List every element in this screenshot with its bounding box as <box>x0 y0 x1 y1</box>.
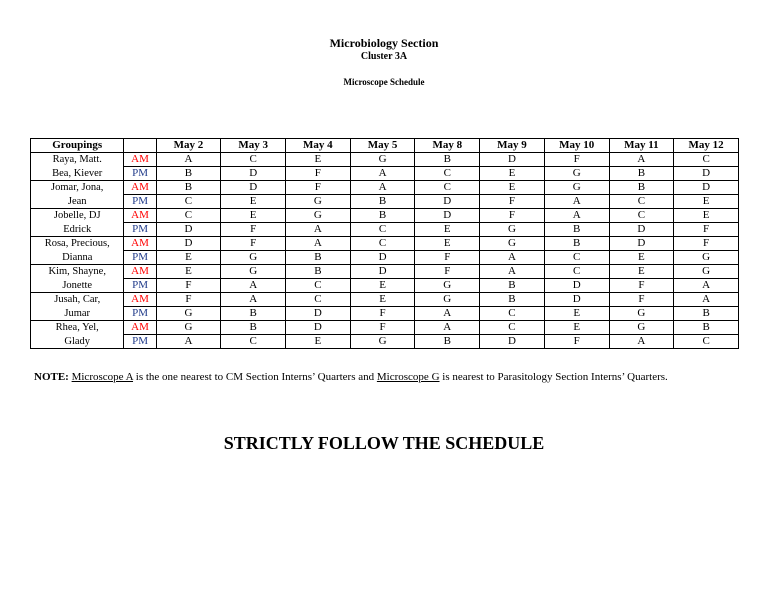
note <box>34 371 668 383</box>
session-cell: PM <box>124 279 156 293</box>
microscope-cell: B <box>156 167 221 181</box>
microscope-cell: G <box>350 335 415 349</box>
microscope-cell: E <box>221 195 286 209</box>
microscope-cell: D <box>415 195 480 209</box>
note-text-2: is nearest to Parasitology Section Interns’ Quarters. <box>439 371 668 383</box>
microscope-cell: D <box>286 307 351 321</box>
microscope-cell: C <box>609 209 674 223</box>
microscope-cell: A <box>156 153 221 167</box>
microscope-cell: C <box>480 321 545 335</box>
date-header: May 5 <box>350 139 415 153</box>
table-row <box>31 195 739 209</box>
microscope-cell: B <box>415 335 480 349</box>
group-name: Kim, Shayne, <box>31 265 124 279</box>
group-name: Jonette <box>31 279 124 293</box>
table-row <box>31 223 739 237</box>
microscope-cell: C <box>544 265 609 279</box>
microscope-cell: B <box>286 265 351 279</box>
microscope-cell: B <box>609 167 674 181</box>
table-row <box>31 293 739 307</box>
microscope-cell: A <box>544 195 609 209</box>
microscope-cell: G <box>609 321 674 335</box>
microscope-cell: D <box>609 237 674 251</box>
microscope-cell: D <box>609 223 674 237</box>
microscope-cell: E <box>350 293 415 307</box>
group-name: Jumar <box>31 307 124 321</box>
group-name: Bea, Kiever <box>31 167 124 181</box>
microscope-cell: F <box>286 181 351 195</box>
microscope-cell: D <box>544 279 609 293</box>
microscope-cell: F <box>674 237 739 251</box>
table-row <box>31 321 739 335</box>
table-row <box>31 251 739 265</box>
table-header-row <box>31 139 739 153</box>
microscope-cell: A <box>350 181 415 195</box>
session-cell: AM <box>124 153 156 167</box>
microscope-cell: E <box>415 237 480 251</box>
schedule-subtitle: Microscope Schedule <box>343 77 425 87</box>
microscope-cell: C <box>674 153 739 167</box>
microscope-cell: F <box>156 293 221 307</box>
microscope-cell: B <box>544 223 609 237</box>
table-row <box>31 307 739 321</box>
table-row <box>31 167 739 181</box>
microscope-cell: G <box>156 307 221 321</box>
date-header: May 4 <box>286 139 351 153</box>
microscope-cell: E <box>286 153 351 167</box>
group-name: Jomar, Jona, <box>31 181 124 195</box>
microscope-cell: C <box>221 153 286 167</box>
microscope-cell: E <box>480 167 545 181</box>
date-header: May 9 <box>480 139 545 153</box>
microscope-cell: D <box>480 335 545 349</box>
microscope-cell: G <box>415 279 480 293</box>
microscope-cell: F <box>156 279 221 293</box>
microscope-cell: C <box>350 237 415 251</box>
date-header: May 2 <box>156 139 221 153</box>
microscope-cell: E <box>674 195 739 209</box>
microscope-cell: A <box>544 209 609 223</box>
note-label: NOTE: <box>34 371 69 383</box>
microscope-cell: E <box>609 265 674 279</box>
microscope-cell: G <box>544 181 609 195</box>
session-header <box>124 139 156 153</box>
microscope-cell: E <box>350 279 415 293</box>
microscope-cell: D <box>415 209 480 223</box>
microscope-cell: G <box>286 195 351 209</box>
microscope-cell: F <box>221 223 286 237</box>
session-cell: AM <box>124 181 156 195</box>
date-header: May 10 <box>544 139 609 153</box>
microscope-cell: E <box>544 307 609 321</box>
microscope-cell: B <box>609 181 674 195</box>
date-header: May 8 <box>415 139 480 153</box>
microscope-cell: G <box>544 167 609 181</box>
date-header: May 12 <box>674 139 739 153</box>
microscope-cell: G <box>609 307 674 321</box>
microscope-cell: B <box>350 209 415 223</box>
microscope-cell: E <box>156 251 221 265</box>
microscope-cell: B <box>674 307 739 321</box>
table-row <box>31 237 739 251</box>
group-name: Rosa, Precious, <box>31 237 124 251</box>
microscope-cell: G <box>674 265 739 279</box>
microscope-cell: C <box>480 307 545 321</box>
microscope-cell: A <box>221 279 286 293</box>
microscope-cell: E <box>221 209 286 223</box>
table-row <box>31 279 739 293</box>
microscope-cell: B <box>480 293 545 307</box>
microscope-cell: G <box>350 153 415 167</box>
microscope-cell: C <box>286 293 351 307</box>
microscope-cell: D <box>674 181 739 195</box>
microscope-cell: G <box>415 293 480 307</box>
session-cell: AM <box>124 237 156 251</box>
microscope-schedule-table <box>30 138 739 349</box>
microscope-cell: A <box>480 251 545 265</box>
microscope-cell: D <box>350 251 415 265</box>
microscope-cell: D <box>544 293 609 307</box>
microscope-cell: G <box>221 265 286 279</box>
microscope-cell: C <box>415 167 480 181</box>
microscope-cell: A <box>415 321 480 335</box>
microscope-cell: B <box>415 153 480 167</box>
microscope-cell: B <box>674 321 739 335</box>
microscope-cell: B <box>221 321 286 335</box>
microscope-cell: F <box>480 195 545 209</box>
microscope-cell: G <box>286 209 351 223</box>
microscope-cell: A <box>221 293 286 307</box>
microscope-cell: E <box>480 181 545 195</box>
microscope-cell: F <box>350 307 415 321</box>
microscope-cell: C <box>156 209 221 223</box>
microscope-cell: C <box>674 335 739 349</box>
group-name: Dianna <box>31 251 124 265</box>
microscope-cell: G <box>674 251 739 265</box>
microscope-cell: A <box>415 307 480 321</box>
microscope-cell: A <box>350 167 415 181</box>
date-header: May 3 <box>221 139 286 153</box>
microscope-cell: F <box>286 167 351 181</box>
group-name: Edrick <box>31 223 124 237</box>
microscope-cell: D <box>480 153 545 167</box>
microscope-cell: C <box>221 335 286 349</box>
microscope-cell: A <box>674 293 739 307</box>
session-cell: PM <box>124 335 156 349</box>
microscope-cell: G <box>156 321 221 335</box>
microscope-cell: F <box>544 153 609 167</box>
microscope-cell: D <box>221 181 286 195</box>
microscope-g-link-text: Microscope G <box>376 371 440 383</box>
session-cell: AM <box>124 265 156 279</box>
microscope-cell: G <box>480 223 545 237</box>
session-cell: AM <box>124 293 156 307</box>
table-row <box>31 265 739 279</box>
microscope-cell: D <box>156 237 221 251</box>
microscope-cell: C <box>544 251 609 265</box>
microscope-cell: A <box>609 153 674 167</box>
microscope-cell: F <box>609 279 674 293</box>
microscope-cell: A <box>156 335 221 349</box>
strict-instruction: STRICTLY FOLLOW THE SCHEDULE <box>223 433 545 453</box>
microscope-cell: D <box>156 223 221 237</box>
microscope-cell: G <box>480 237 545 251</box>
cluster-label: Cluster 3A <box>360 51 408 62</box>
table-row <box>31 153 739 167</box>
microscope-cell: C <box>415 181 480 195</box>
microscope-cell: F <box>674 223 739 237</box>
microscope-cell: C <box>286 279 351 293</box>
microscope-cell: G <box>221 251 286 265</box>
microscope-cell: C <box>156 195 221 209</box>
group-name: Glady <box>31 335 124 349</box>
microscope-cell: E <box>609 251 674 265</box>
microscope-cell: B <box>286 251 351 265</box>
session-cell: AM <box>124 321 156 335</box>
session-cell: PM <box>124 167 156 181</box>
microscope-cell: D <box>286 321 351 335</box>
microscope-cell: F <box>350 321 415 335</box>
document-title: Microbiology Section <box>329 36 439 50</box>
microscope-cell: A <box>480 265 545 279</box>
microscope-cell: B <box>480 279 545 293</box>
groupings-header: Groupings <box>31 139 124 153</box>
microscope-cell: F <box>415 265 480 279</box>
microscope-cell: D <box>221 167 286 181</box>
microscope-cell: A <box>609 335 674 349</box>
microscope-cell: F <box>221 237 286 251</box>
date-header: May 11 <box>609 139 674 153</box>
session-cell: AM <box>124 209 156 223</box>
group-name: Jean <box>31 195 124 209</box>
microscope-cell: E <box>156 265 221 279</box>
microscope-cell: F <box>415 251 480 265</box>
microscope-cell: F <box>480 209 545 223</box>
microscope-cell: B <box>544 237 609 251</box>
microscope-cell: D <box>674 167 739 181</box>
microscope-cell: B <box>156 181 221 195</box>
table-row <box>31 181 739 195</box>
note-text-1: is the one nearest to CM Section Interns’ Quarters and <box>133 371 377 383</box>
microscope-cell: F <box>609 293 674 307</box>
microscope-a-link-text: Microscope A <box>71 371 134 383</box>
microscope-cell: E <box>674 209 739 223</box>
microscope-cell: E <box>286 335 351 349</box>
microscope-cell: C <box>350 223 415 237</box>
table-row <box>31 209 739 223</box>
microscope-cell: F <box>544 335 609 349</box>
microscope-cell: E <box>544 321 609 335</box>
table-row <box>31 335 739 349</box>
microscope-cell: C <box>609 195 674 209</box>
microscope-cell: A <box>286 237 351 251</box>
group-name: Jusah, Car, <box>31 293 124 307</box>
microscope-cell: B <box>221 307 286 321</box>
microscope-cell: B <box>350 195 415 209</box>
group-name: Raya, Matt. <box>31 153 124 167</box>
microscope-cell: A <box>674 279 739 293</box>
session-cell: PM <box>124 251 156 265</box>
group-name: Jobelle, DJ <box>31 209 124 223</box>
session-cell: PM <box>124 195 156 209</box>
microscope-cell: A <box>286 223 351 237</box>
group-name: Rhea, Yel, <box>31 321 124 335</box>
session-cell: PM <box>124 307 156 321</box>
microscope-cell: E <box>415 223 480 237</box>
microscope-cell: D <box>350 265 415 279</box>
session-cell: PM <box>124 223 156 237</box>
